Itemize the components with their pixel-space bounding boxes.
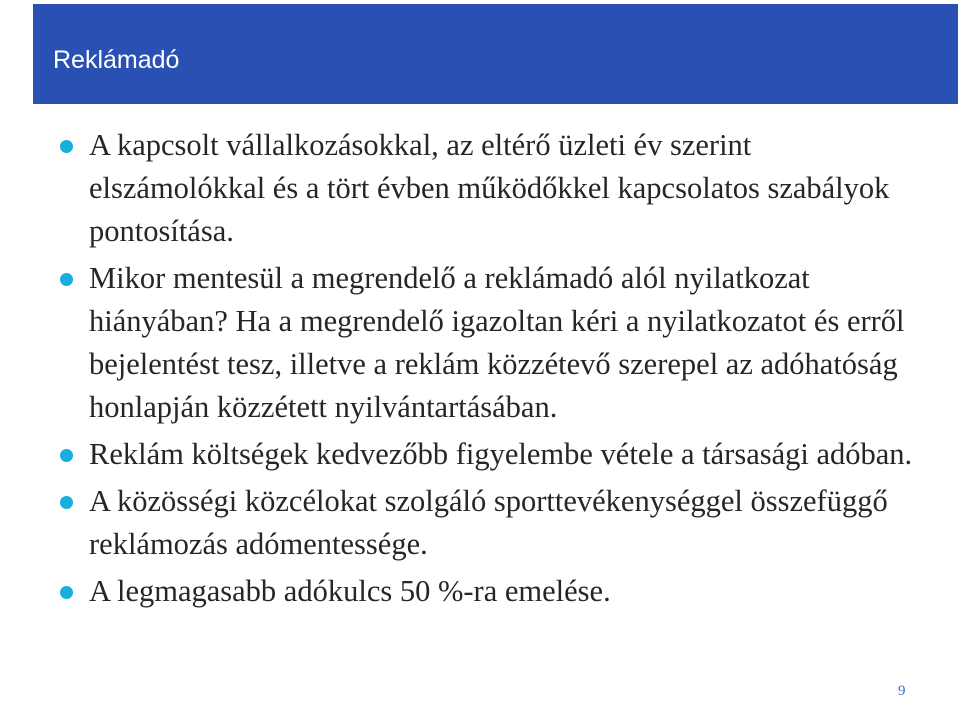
bullet-text: Reklám költségek kedvezőbb figyelembe vétele a társasági adóban.: [89, 437, 913, 471]
bullet-item: [60, 257, 920, 429]
page-number: 9: [898, 683, 906, 699]
bullet-item: [60, 480, 920, 566]
bullet-dot-icon: [60, 449, 73, 462]
bullet-list: [60, 124, 920, 617]
bullet-dot-icon: [60, 586, 73, 599]
bullet-text: A kapcsolt vállalkozásokkal, az eltérő üzleti év szerint elszámolókkal és a tört évben működőkkel kapcsolatos szabályok pontosítása.: [89, 128, 890, 248]
bullet-text: A közösségi közcélokat szolgáló sporttevékenységgel összefüggő reklámozás adómentessége.: [89, 484, 888, 561]
bullet-item: [60, 124, 920, 253]
slide-title: Reklámadó: [53, 46, 180, 74]
bullet-item: [60, 433, 920, 476]
bullet-dot-icon: [60, 496, 73, 509]
bullet-dot-icon: [60, 273, 73, 286]
bullet-text: A legmagasabb adókulcs 50 %-ra emelése.: [89, 574, 611, 608]
bullet-dot-icon: [60, 140, 73, 153]
bullet-item: [60, 570, 920, 613]
bullet-text: Mikor mentesül a megrendelő a reklámadó alól nyilatkozat hiányában? Ha a megrendelő igazoltan kéri a nyilatkozatot és erről bejelentést tesz, illetve a reklám közzétevő szerepel az adóhatóság honlapján közzétett nyilvántartásában.: [89, 261, 905, 424]
title-bar: [33, 4, 958, 104]
